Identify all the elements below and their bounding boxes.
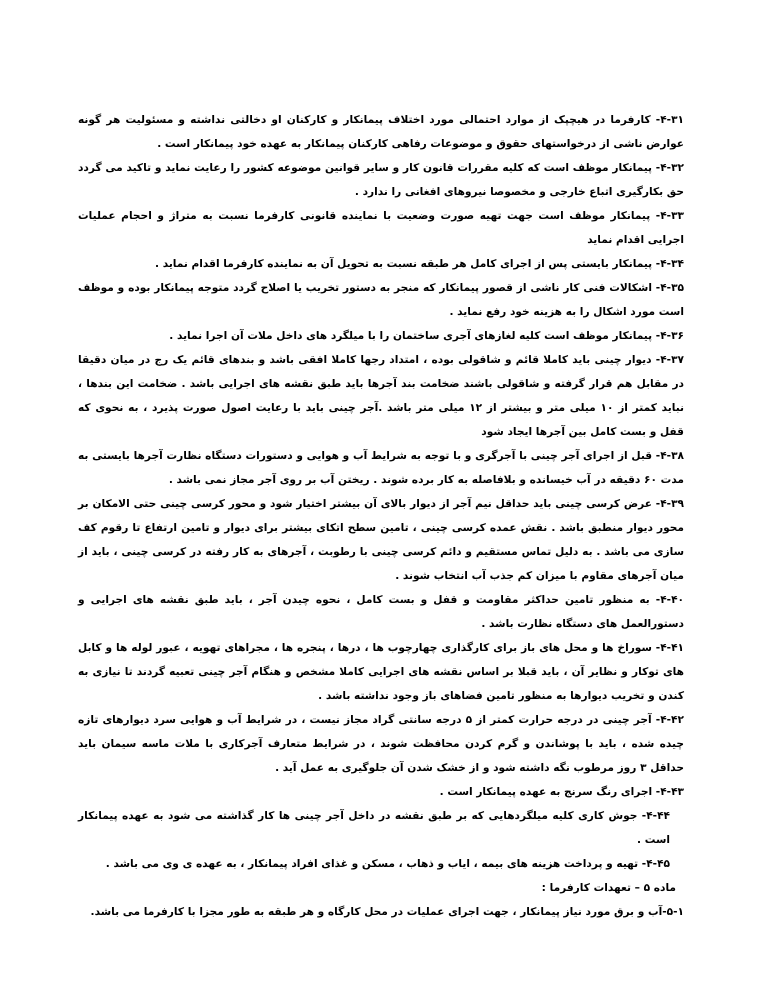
article-5-heading: ماده ۵ – تعهدات کارفرما : <box>541 882 676 894</box>
clause-4-36: ۴-۳۶- پیمانکار موظف است کلیه لغازهای آجری ساختمان را با میلگرد های داخل ملات آن اجرا نماید . <box>169 330 684 342</box>
document-body <box>78 108 684 924</box>
clause-4-31: ۴-۳۱- کارفرما در هیچپک از موارد احتمالی مورد اختلاف پیمانکار و کارکنان او دخالتی نداشته و مسئولیت هر گونه عوارض ناشی از درخواستهای حقوق و موضوعات رفاهی کارکنان پیمانکار به عهده خود پیمانکار است . <box>78 114 684 150</box>
clause-4-32: ۴-۳۲- پیمانکار موظف است که کلیه مقررات قانون کار و سایر قوانین موضوعه کشور را رعایت نماید و تاکید می گردد حق بکارگیری اتباع خارجی و مخصوصا نیروهای افغانی را ندارد . <box>78 162 684 198</box>
clause-4-40: ۴-۴۰- به منظور تامین حداکثر مقاومت و قفل و بست کامل ، نحوه چیدن آجر ، باید طبق نقشه های اجرایی و دستورالعمل های دستگاه نظارت باشد . <box>78 594 684 630</box>
clause-5-1: ۵-۱-آب و برق مورد نیاز پیمانکار ، جهت اجرای عملیات در محل کارگاه و هر طبقه به طور مجزا با کارفرما می باشد. <box>90 906 684 918</box>
clause-4-44: ۴-۴۴- جوش کاری کلیه میلگردهایی که بر طبق نقشه در داخل آجر چینی ها کار گذاشته می شود به عهده پیمانکار است . <box>78 810 670 846</box>
clause-4-34: ۴-۳۴- پیمانکار بایستی پس از اجرای کامل هر طبقه نسبت به تحویل آن به نماینده کارفرما اقدام نماید . <box>154 258 684 270</box>
clause-4-38: ۴-۳۸- قبل از اجرای آجر چینی با آجرگری و با توجه به شرایط آب و هوایی و دستورات دستگاه نظارت آجرها بایستی به مدت ۶۰ دقیقه در آب خیسانده و بلافاصله به کار برده شوند . ریختن آب بر روی آجر مجاز نمی باشد . <box>78 450 684 486</box>
clause-4-42: ۴-۴۲- آجر چینی در درجه حرارت کمتر از ۵ درجه سانتی گراد مجاز نیست ، در شرایط آب و هوایی سرد دیوارهای تازه چیده شده ، باید با پوشاندن و گرم کردن محافظت شوند ، در شرایط متعارف آجرکاری با ملات ماسه سیمان باید حداقل ۳ روز مرطوب نگه داشته شود و از خشک شدن آن جلوگیری به عمل آید . <box>78 714 684 774</box>
clause-4-41: ۴-۴۱- سوراخ ها و محل های باز برای کارگذاری چهارچوب ها ، درها ، پنجره ها ، مجراهای تهویه ، عبور لوله ها و کابل های توکار و نظایر آن ، باید قبلا بر اساس نقشه های اجرایی کاملا مشخص و هنگام آجر چینی تعبیه گردند تا نیازی به کندن و تخریب دیوارها به منظور تامین فضاهای باز وجود نداشته باشد . <box>78 642 684 702</box>
clause-4-43: ۴-۴۳- اجرای رنگ سرنج به عهده پیمانکار است . <box>439 786 684 798</box>
clause-4-33: ۴-۳۳- پیمانکار موظف است جهت تهیه صورت وضعیت با نماینده قانونی کارفرما نسبت به متراژ و احجام عملیات اجرایی اقدام نماید <box>78 210 684 246</box>
clause-4-39: ۴-۳۹- عرض کرسی چینی باید حداقل نیم آجر از دیوار بالای آن بیشتر اختیار شود و محور کرسی چینی حتی الامکان بر محور دیوار منطبق باشد . نقش عمده کرسی چینی ، تامین سطح اتکای بیشتر برای دیوار و تامین ارتفاع تا رقوم کف سازی می باشد . به دلیل تماس مستقیم و دائم کرسی چینی با رطوبت ، آجرهای به کار رفته در کرسی چینی ، باید از میان آجرهای مقاوم با میزان کم جذب آب انتخاب شوند . <box>78 498 684 582</box>
clause-4-35: ۴-۳۵- اشکالات فنی کار ناشی از قصور پیمانکار که منجر به دستور تخریب یا اصلاح گردد متوجه پیمانکار بوده و موظف است مورد اشکال را به هزینه خود رفع نماید . <box>78 282 684 318</box>
clause-4-45: ۴-۴۵- تهیه و پرداخت هزینه های بیمه ، ایاب و ذهاب ، مسکن و غذای افراد پیمانکار ، به عهده ی وی می باشد . <box>105 858 670 870</box>
clause-4-37: ۴-۳۷- دیوار چینی باید کاملا قائم و شاقولی بوده ، امتداد رجها کاملا افقی باشد و بندهای قائم یک رج در میان دقیقا در مقابل هم قرار گرفته و شاقولی باشند ضخامت بند آجرها باید طبق نقشه های اجرایی باشد . ضخامت این بندها ، نباید کمتر از ۱۰ میلی متر و بیشتر از ۱۲ میلی متر باشد .آجر چینی باید با رعایت اصول صورت پذیرد ، به نحوی که قفل و بست کامل بین آجرها ایجاد شود <box>78 354 685 438</box>
